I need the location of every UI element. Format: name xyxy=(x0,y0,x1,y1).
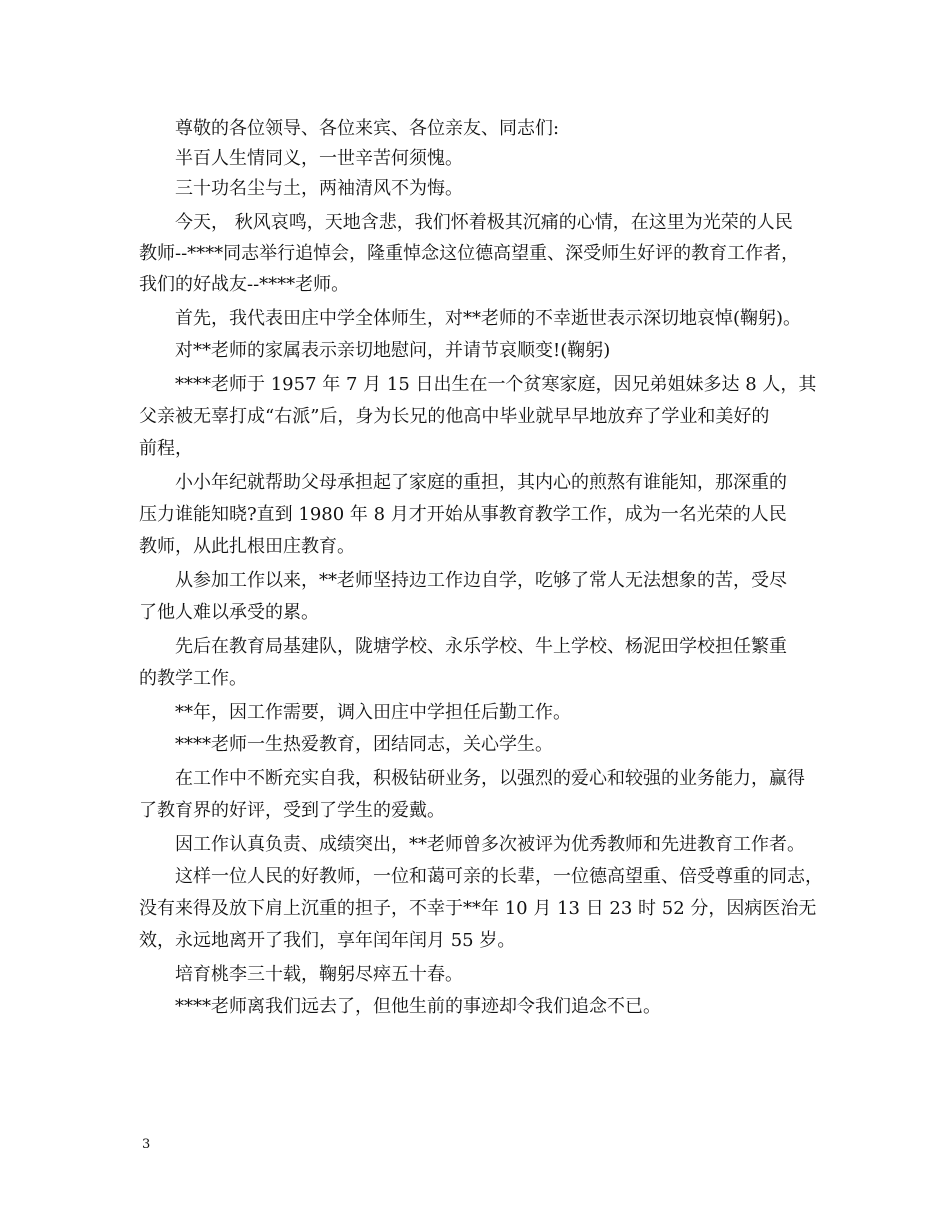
text-line: 压力谁能知晓?直到 1980 年 8 月才开始从事教育教学工作，成为一名光荣的人民 xyxy=(139,504,787,525)
text-line: 三十功名尘与土，两袖清风不为悔。 xyxy=(175,178,463,199)
text-line: 培育桃李三十载，鞠躬尽瘁五十春。 xyxy=(175,964,463,985)
text-line: ****老师于 1957 年 7 月 15 日出生在一个贫寒家庭，因兄弟姐妹多达 8 人，其 xyxy=(175,374,817,395)
text-line: 对**老师的家属表示亲切地慰问，并请节哀顺变!(鞠躬) xyxy=(175,340,611,361)
text-line: 首先，我代表田庄中学全体师生，对**老师的不幸逝世表示深切地哀悼(鞠躬)。 xyxy=(175,308,802,329)
text-line: 先后在教育局基建队，陇塘学校、永乐学校、牛上学校、杨泥田学校担任繁重 xyxy=(175,636,787,657)
text-line: 从参加工作以来，**老师坚持边工作边自学，吃够了常人无法想象的苦，受尽 xyxy=(175,570,787,591)
page-number: 3 xyxy=(142,1137,151,1152)
text-line: 效，永远地离开了我们，享年闰年闰月 55 岁。 xyxy=(139,930,516,951)
text-line: 没有来得及放下肩上沉重的担子，不幸于**年 10 月 13 日 23 时 52 分，因病医治无 xyxy=(139,898,817,919)
text-line: 前程， xyxy=(139,438,193,459)
text-line: 我们的好战友--****老师。 xyxy=(139,274,350,295)
text-line: ****老师离我们远去了，但他生前的事迹却令我们追念不已。 xyxy=(175,996,661,1017)
text-line: 因工作认真负责、成绩突出，**老师曾多次被评为优秀教师和先进教育工作者。 xyxy=(175,834,805,855)
text-line: 教师，从此扎根田庄教育。 xyxy=(139,536,355,557)
text-line: 的教学工作。 xyxy=(139,668,247,689)
text-line: 尊敬的各位领导、各位来宾、各位亲友、同志们: xyxy=(175,118,560,139)
text-line: 今天， 秋风哀鸣，天地含悲，我们怀着极其沉痛的心情，在这里为光荣的人民 xyxy=(175,212,793,233)
text-line: 教师--****同志举行追悼会，隆重悼念这位德高望重、深受师生好评的教育工作者， xyxy=(139,243,800,264)
text-line: 这样一位人民的好教师，一位和蔼可亲的长辈，一位德高望重、倍受尊重的同志， xyxy=(175,866,823,887)
text-line: **年，因工作需要，调入田庄中学担任后勤工作。 xyxy=(175,702,571,723)
text-line: ****老师一生热爱教育，团结同志，关心学生。 xyxy=(175,734,553,755)
text-line: 父亲被无辜打成“右派”后，身为长兄的他高中毕业就早早地放弃了学业和美好的 xyxy=(139,406,770,427)
text-line: 小小年纪就帮助父母承担起了家庭的重担，其内心的煎熬有谁能知，那深重的 xyxy=(175,472,787,493)
text-line: 在工作中不断充实自我，积极钻研业务，以强烈的爱心和较强的业务能力，赢得 xyxy=(175,768,805,789)
text-line: 了教育界的好评，受到了学生的爱戴。 xyxy=(139,800,445,821)
text-line: 了他人难以承受的累。 xyxy=(139,602,319,623)
text-line: 半百人生情同义，一世辛苦何须愧。 xyxy=(175,148,463,169)
